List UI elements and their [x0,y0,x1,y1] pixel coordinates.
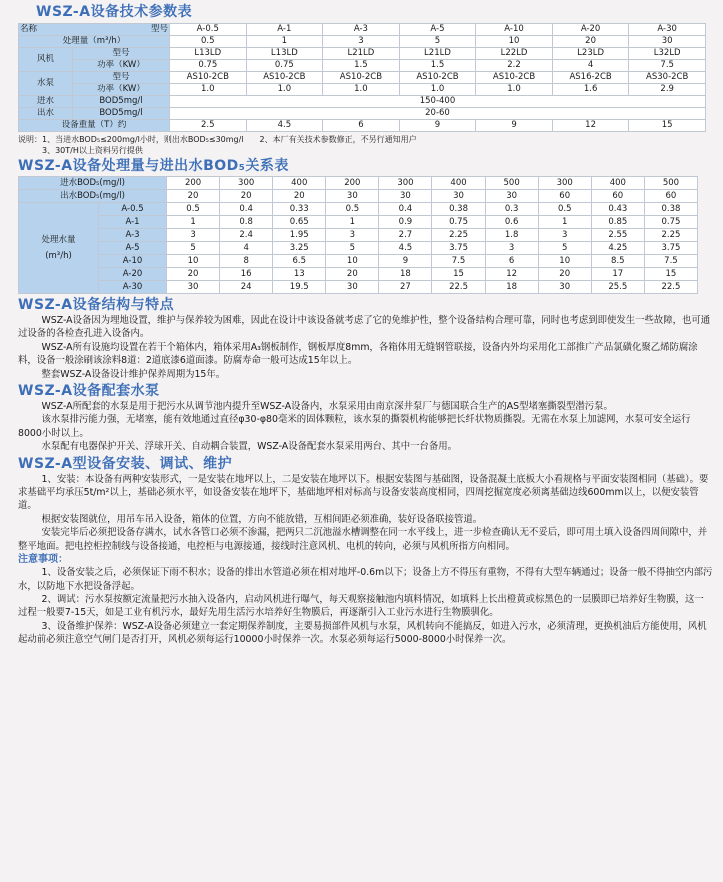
table-cell: 20 [167,268,220,281]
table-row [19,48,706,60]
table-cell: 13 [273,268,326,281]
table-cell: 20 [220,190,273,203]
table-cell: 24 [220,281,273,294]
capacity-label [19,203,99,294]
table-cell: 1.0 [170,84,247,96]
table-row [19,60,706,72]
table-cell: 0.75 [170,60,247,72]
fan-model-label: 型号 [73,48,170,60]
table-cell: 9 [379,255,432,268]
table-cell: 3.75 [432,242,485,255]
model-label: A-20 [99,268,167,281]
inflow-label: 进水 [19,96,73,108]
table-cell: 4 [552,60,629,72]
table-cell: 10 [476,36,553,48]
table-cell: 2.2 [476,60,553,72]
table-cell: 0.4 [220,203,273,216]
structure-paragraph: WSZ-A所有设施均设置在若干个箱体内，箱体采用A₃钢板制作，钢板厚度8mm，各箱体用无缝钢管联接，设备内外均采用化工部推广产品氯磺化聚乙烯防腐涂料，设备一般涂刷该涂料8道：2道底漆6道面漆。防腐寿命一般可达成15年以上。 [18,341,698,367]
table-cell: 0.38 [432,203,485,216]
table-cell: 8.5 [591,255,644,268]
table-row [19,72,706,84]
table2-title: WSZ-A设备处理量与进出水BOD₅关系表 [18,158,289,174]
model-label: A-5 [99,242,167,255]
table-cell: 0.6 [485,216,538,229]
table-cell: 1.0 [323,84,400,96]
type-header: 型号 [150,24,168,34]
table-cell: 10 [167,255,220,268]
capacity-rows [19,203,698,294]
table-cell: 30 [326,190,379,203]
table-cell: 0.75 [246,60,323,72]
table-cell: AS10-2CB [399,72,476,84]
capacity-unit-line: (m³/h) [45,251,72,261]
table-cell: 30 [379,190,432,203]
table-cell: 5 [399,36,476,48]
table-cell: 1.8 [485,229,538,242]
weight-label: 设备重量（T）约 [19,120,170,132]
table-row [19,229,698,242]
pump-paragraph: WSZ-A所配套的水泵是用于把污水从调节池内提升至WSZ-A设备内，水泵采用由南京深井泵厂与德国联合生产的AS型堵塞撕裂型潜污泵。 [41,401,613,413]
table-row [19,96,706,108]
table-cell: 12 [485,268,538,281]
table-cell: 22.5 [432,281,485,294]
table-cell: 3 [485,242,538,255]
inflow-bod-label: BOD5mg/l [73,96,170,108]
table-cell: 0.4 [379,203,432,216]
table-cell: 20 [273,190,326,203]
table-cell: L13LD [170,48,247,60]
table-cell: 1 [326,216,379,229]
table-cell: 17 [591,268,644,281]
notice-paragraph: 1、设备安装之后，必须保证下雨不积水；设备的排出水管道必须在相对地坪-0.6m以下；设备上方不得压有重物，不得有大型车辆通过；设备一般不得抽空内部污水，以防地下水把设备浮起。 [18,567,713,592]
table-cell: 8 [220,255,273,268]
table-cell: 10 [326,255,379,268]
tech-params-table [18,23,706,132]
table-cell: 4.25 [591,242,644,255]
table-cell: AS16-2CB [552,72,629,84]
table-cell: AS10-2CB [323,72,400,84]
table-cell: 20 [552,36,629,48]
install-paragraph: 安装完毕后必须把设备存满水，试水各管口必须不渗漏，把两只二沉池溢水槽调整在同一水平线上，进一步检查确认无不妥后，即可用土填入设备四周间隙中，并整平地面。把电控柜控制线与设备接通，电控柜与电源接通，接线时注意风机、电机的转向，必须与风机所指方向相同。 [18,527,708,552]
table-cell: 18 [485,281,538,294]
pump-label: 水泵 [19,72,73,96]
install-paragraph: 根据安装图就位，用吊车吊入设备，箱体的位置，方向不能放错，互相间距必须准确，装好设备联接管道。 [41,513,483,525]
structure-paragraph: WSZ-A设备因为埋地设置，维护与保养较为困难，因此在设计中该设备就考虑了它的免维护性，整个设备结构合理可靠，同时也考虑到即使发生一些故障，也可通过设备的各检查孔进入设备内。 [18,315,711,340]
model-label: A-3 [99,229,167,242]
table-cell: 200 [167,177,220,190]
model-label: A-30 [99,281,167,294]
table-cell: 0.65 [273,216,326,229]
table-cell: 0.85 [591,216,644,229]
table-cell: 6.5 [273,255,326,268]
table-cell: 20 [167,190,220,203]
model-label: A-1 [99,216,167,229]
table-row [19,203,698,216]
table-cell: 30 [538,281,591,294]
table-cell: 300 [220,177,273,190]
notice-paragraph: 3、设备维护保养：WSZ-A设备必须建立一套定期保养制度，主要易损部件风机与水泵，风机转向不能搞反，如进入污水，必须清理，更换机油后方能使用，风机起动前必须注意空气闸门是否打开，风机必须每运行10000小时保养一次。水泵必须每运行5000-8000小时保养一次。 [18,620,707,646]
table-cell: 0.5 [326,203,379,216]
table-cell: 4 [220,242,273,255]
table-cell: 1 [167,216,220,229]
model-cell: A-3 [323,24,400,36]
table-row [19,216,698,229]
table-cell: 18 [379,268,432,281]
table-cell: 7.5 [644,255,697,268]
table-cell: 3 [326,229,379,242]
model-cell: A-20 [552,24,629,36]
section-structure-title: WSZ-A设备结构与特点 [18,297,175,313]
table-cell: 20 [326,268,379,281]
outflow-label: 出水 [19,108,73,120]
table-cell: 6 [485,255,538,268]
table-cell: 30 [485,190,538,203]
table-cell: 7.5 [432,255,485,268]
table-cell: 7.5 [629,60,706,72]
table-cell: 15 [432,268,485,281]
table-cell: 0.43 [591,203,644,216]
section-install-title: WSZ-A型设备安装、调试、维护 [18,455,233,472]
table-cell: AS10-2CB [170,72,247,84]
table-cell: 6 [323,120,400,132]
table-row [19,108,706,120]
table1-note-2: 3、30T/H以上资料另行提供 [18,146,143,155]
install-paragraph: 1、安装：本设备有两种安装形式，一是安装在地坪以上，二是安装在地坪以下。根据安装图与基础图，设备混凝土底板大小看规格与平面安装图相同（基础）。要求基础平均承压5t/m²以上，基础必须水平，如设备安装在地坪下，基础地坪相对标高与设备安装高度相同，四周挖掘宽度必须离基础边线600mm以上，以便安装管道。 [18,473,709,512]
table-cell: 60 [644,190,697,203]
table-cell: 5 [326,242,379,255]
table-cell: 15 [629,120,706,132]
notice-title: 注意事项： [18,554,68,566]
model-cell: A-1 [246,24,323,36]
table-cell: 3.25 [273,242,326,255]
table-cell: 19.5 [273,281,326,294]
table-cell: 16 [220,268,273,281]
table-cell: 2.55 [591,229,644,242]
table-cell: 12 [552,120,629,132]
table-cell: 1.0 [476,84,553,96]
fan-label: 风机 [19,48,73,72]
table-row [19,84,706,96]
inflow-bod-value: 150-400 [170,96,706,108]
model-cell: A-5 [399,24,476,36]
table-row [19,190,698,203]
table-cell: 1.0 [399,84,476,96]
bod-capacity-table [18,176,698,294]
table-cell: 0.9 [379,216,432,229]
outflow-bod-header: 出水BOD₅(mg/l) [19,190,167,203]
table-cell: L13LD [246,48,323,60]
table-cell: 3 [167,229,220,242]
fan-power-label: 功率（KW） [73,60,170,72]
table-cell: AS10-2CB [246,72,323,84]
table-cell: 30 [326,281,379,294]
name-header: 名称 [20,24,38,34]
table-cell: 5 [167,242,220,255]
table-cell: 22.5 [644,281,697,294]
table-cell: 3 [323,36,400,48]
table-cell: 30 [167,281,220,294]
table1-title: WSZ-A设备技术参数表 [36,4,193,20]
table-cell: 300 [538,177,591,190]
model-cell: A-10 [476,24,553,36]
table-cell: AS30-2CB [629,72,706,84]
table-cell: 0.75 [644,216,697,229]
table-cell: 0.33 [273,203,326,216]
pump-model-label: 型号 [73,72,170,84]
table-cell: 1 [538,216,591,229]
table-row [19,24,706,36]
table-cell: 10 [538,255,591,268]
table-row [19,120,706,132]
table-cell: 0.75 [432,216,485,229]
table-cell: 2.25 [644,229,697,242]
table-cell: 2.7 [379,229,432,242]
outflow-bod-value: 20-60 [170,108,706,120]
table-cell: 400 [591,177,644,190]
table-row [19,36,706,48]
table-cell: 4.5 [246,120,323,132]
table-cell: 9 [399,120,476,132]
table-cell: 30 [432,190,485,203]
table-cell: 0.5 [538,203,591,216]
model-cell: A-30 [629,24,706,36]
table-row [19,177,698,190]
inflow-bod-header: 进水BOD₅(mg/l) [19,177,167,190]
table-cell: 1.5 [323,60,400,72]
table-cell: 500 [644,177,697,190]
table-cell: L22LD [476,48,553,60]
notice-paragraph: 2、调试：污水泵按额定流量把污水抽入设备内，启动风机进行曝气，每天观察接触池内填料情况，如填料上长出橙黄或棕黑色的一层膜即已培养好生物膜，这一过程一般要7-15天，如是工业有机污水，最好先用生活污水培养好生物膜后，再逐渐引入工业污水进行生物膜驯化。 [18,593,704,619]
table-cell: 0.38 [644,203,697,216]
table-row [19,242,698,255]
table-cell: 60 [538,190,591,203]
table1-note-1: 说明：1、当进水BOD₅≤200mg/l小时，则出水BOD₅≤30mg/l 2、本厂有关技术参数修正，不另行通知用户 [18,135,417,144]
table-cell: L21LD [323,48,400,60]
table-cell: 0.5 [170,36,247,48]
outflow-bod-label: BOD5mg/l [73,108,170,120]
table-cell: 400 [273,177,326,190]
table-cell: L21LD [399,48,476,60]
table-cell: 15 [644,268,697,281]
structure-paragraph: 整套WSZ-A设备设计维护保养周期为15年。 [41,368,226,380]
table-cell: 0.8 [220,216,273,229]
table-cell: 3.75 [644,242,697,255]
table-cell: 0.3 [485,203,538,216]
table-cell: 1.0 [246,84,323,96]
capacity-label: 处理量（m³/h） [19,36,170,48]
pump-power-label: 功率（KW） [73,84,170,96]
section-pump-title: WSZ-A设备配套水泵 [18,383,160,400]
table-cell: 27 [379,281,432,294]
table-cell: 300 [379,177,432,190]
table-cell: 0.5 [167,203,220,216]
table-cell: L32LD [629,48,706,60]
model-label: A-0.5 [99,203,167,216]
table-cell: 1.95 [273,229,326,242]
table-cell: 500 [485,177,538,190]
table-cell: 3 [538,229,591,242]
table-cell: 5 [538,242,591,255]
table-cell: 200 [326,177,379,190]
table-row [19,281,698,294]
table-cell: 20 [538,268,591,281]
table-cell: 4.5 [379,242,432,255]
table-cell: 2.4 [220,229,273,242]
capacity-label-line: 处理水量 [41,235,76,245]
table-cell: 1 [246,36,323,48]
table-cell: 1.6 [552,84,629,96]
table-cell: 2.5 [170,120,247,132]
pump-paragraph: 该水泵排污能力强，无堵塞，能有效地通过直径φ30-φ80毫米的固体颗粒，该水泵的撕裂机构能够把长纤状物质撕裂。无需在水泵上加滤网，水泵可安全运行8000小时以上。 [18,414,691,439]
model-cell: A-0.5 [170,24,247,36]
table-cell: 2.25 [432,229,485,242]
table-cell: 1.5 [399,60,476,72]
table-cell: 60 [591,190,644,203]
model-label: A-10 [99,255,167,268]
table-cell: 30 [629,36,706,48]
table-cell: 9 [476,120,553,132]
table-cell: L23LD [552,48,629,60]
pump-paragraph: 水泵配有电器保护开关、浮球开关、自动耦合装置，WSZ-A设备配套水泵采用两台、其中一台备用。 [41,441,457,453]
table-row [19,255,698,268]
table-row [19,268,698,281]
table-cell: AS10-2CB [476,72,553,84]
table-cell: 400 [432,177,485,190]
table-cell: 2.9 [629,84,706,96]
table-cell: 25.5 [591,281,644,294]
